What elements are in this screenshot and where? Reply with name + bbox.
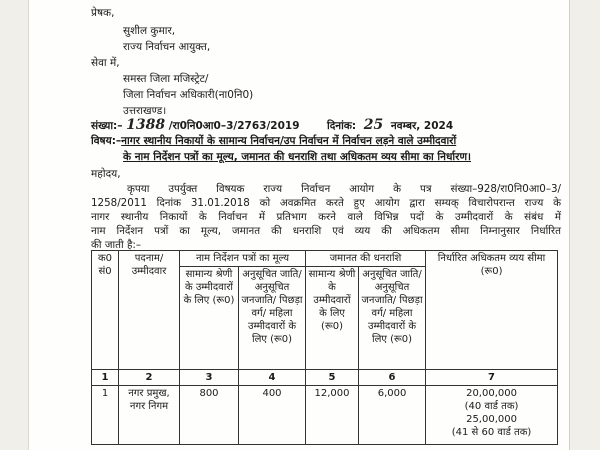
- sender-name: सुशील कुमार,: [123, 25, 176, 37]
- header-deposit-group: जमानत की धनराशि: [306, 251, 426, 267]
- header-deposit-reserved: अनुसूचित जाति/ अनुसूचित जनजाति/ पिछड़ा वर्ग/ महिला उम्मीदवारों के लिए (रू0): [359, 267, 426, 370]
- column-number: 4: [239, 370, 306, 386]
- column-number: 1: [92, 370, 119, 386]
- body-line: नागर स्थानीय निकायों के निर्वाचन में प्रतिभाग करने वाले विभिन्न पदों के उम्मीदवारों के संबंध में: [91, 211, 561, 223]
- cell-deposit-general: 12,000: [306, 386, 359, 445]
- cell-nomination-reserved: 400: [239, 386, 306, 445]
- salutation: महोदय,: [91, 168, 121, 180]
- header-nomination-reserved: अनुसूचित जाति/ अनुसूचित जनजाति/ पिछड़ा वर्ग/ महिला उम्मीदवारों के लिए (रू0): [239, 267, 306, 370]
- expense-note-1: (40 वार्ड तक): [464, 401, 519, 412]
- header-max-expense: निर्धारित अधिकतम व्यय सीमा (रू0): [426, 251, 558, 370]
- date-handwritten: 25: [363, 117, 384, 133]
- body-line: नाम निर्देशन पत्रों का मूल्य, जमानत की धनराशि एवं व्यय की अधिकतम सीमा निम्नानुसार निर्धारित: [91, 225, 561, 237]
- subject-label: विषय:–: [91, 135, 122, 147]
- cell-post-line1: नगर प्रमुख,: [128, 388, 170, 399]
- recipient-line2: जिला निर्वाचन अधिकारी(ना0नि0): [123, 89, 254, 101]
- body-line: कृपया उपर्युक्त विषयक राज्य निर्वाचन आयोग के पत्र संख्या–928/रा0नि0आ0–3/: [127, 183, 561, 195]
- cell-max-expense: [426, 386, 558, 445]
- subject-line2: [123, 150, 471, 164]
- cell-deposit-reserved: 6,000: [359, 386, 426, 445]
- header-nomination-general: सामान्य श्रेणी के उम्मीदवारों के लिए (रू0): [180, 267, 239, 370]
- date-rest: नवम्बर, 2024: [390, 120, 454, 132]
- column-number: 3: [180, 370, 239, 386]
- date-label: दिनांक:: [327, 120, 357, 132]
- recipient-label: सेवा में,: [91, 57, 120, 69]
- expense-note-2: (41 से 60 वार्ड तक): [451, 427, 532, 438]
- header-serial: क0 सं0: [92, 251, 119, 370]
- header-post: पदनाम/ उम्मीदवार: [119, 251, 180, 370]
- recipient-line3: उत्तराखण्ड।: [123, 105, 167, 117]
- document-page: [28, 0, 570, 450]
- header-deposit-general: सामान्य श्रेणी के उम्मीदवारों के लिए (रू0): [306, 267, 359, 370]
- reference-number-rest: /रा0नि0आ0–3/2763/2019: [168, 120, 300, 132]
- column-number-row: [92, 370, 558, 386]
- subject-text-1: नागर स्थानीय निकायों के सामान्य निर्वाचन/उप निर्वाचन में निर्वाचन लड़ने वाले उम्मीदवारों: [121, 135, 457, 147]
- reference-number-label: संख्या:–: [91, 120, 123, 132]
- column-number: 2: [119, 370, 180, 386]
- subject-line1: [91, 134, 456, 148]
- expense-value-2: 25,00,000: [466, 414, 517, 425]
- sender-designation: राज्य निर्वाचन आयुक्त,: [123, 41, 211, 53]
- column-number: 6: [359, 370, 426, 386]
- reference-line: [91, 118, 300, 133]
- fees-table: [91, 250, 558, 445]
- column-number: 7: [426, 370, 558, 386]
- date-line: [327, 118, 453, 133]
- body-paragraph: [91, 182, 561, 252]
- sender-label: प्रेषक,: [91, 7, 115, 19]
- body-line: की जाती है:–: [91, 239, 142, 251]
- table-header-row: [92, 251, 558, 267]
- cell-nomination-general: 800: [180, 386, 239, 445]
- recipient-line1: समस्त जिला मजिस्ट्रेट/: [123, 73, 209, 85]
- cell-post-line2: नगर निगम: [129, 401, 169, 412]
- header-nomination-group: नाम निर्देशन पत्रों का मूल्य: [180, 251, 306, 267]
- subject-text-2: के नाम निर्देशन पत्रों का मूल्य, जमानत की धनराशि तथा अधिकतम व्यय सीमा का निर्धारण।: [123, 151, 472, 163]
- body-line: 1258/2011 दिनांक 31.01.2018 को अवक्रमित करते हुए आयोग द्वारा सम्यक् विचारोपरान्त राज्य के: [91, 197, 561, 209]
- column-number: 5: [306, 370, 359, 386]
- cell-post: [119, 386, 180, 445]
- cell-serial: 1: [92, 386, 119, 445]
- table-row: [92, 386, 558, 445]
- expense-value-1: 20,00,000: [466, 388, 517, 399]
- reference-number-handwritten: 1388: [126, 117, 166, 133]
